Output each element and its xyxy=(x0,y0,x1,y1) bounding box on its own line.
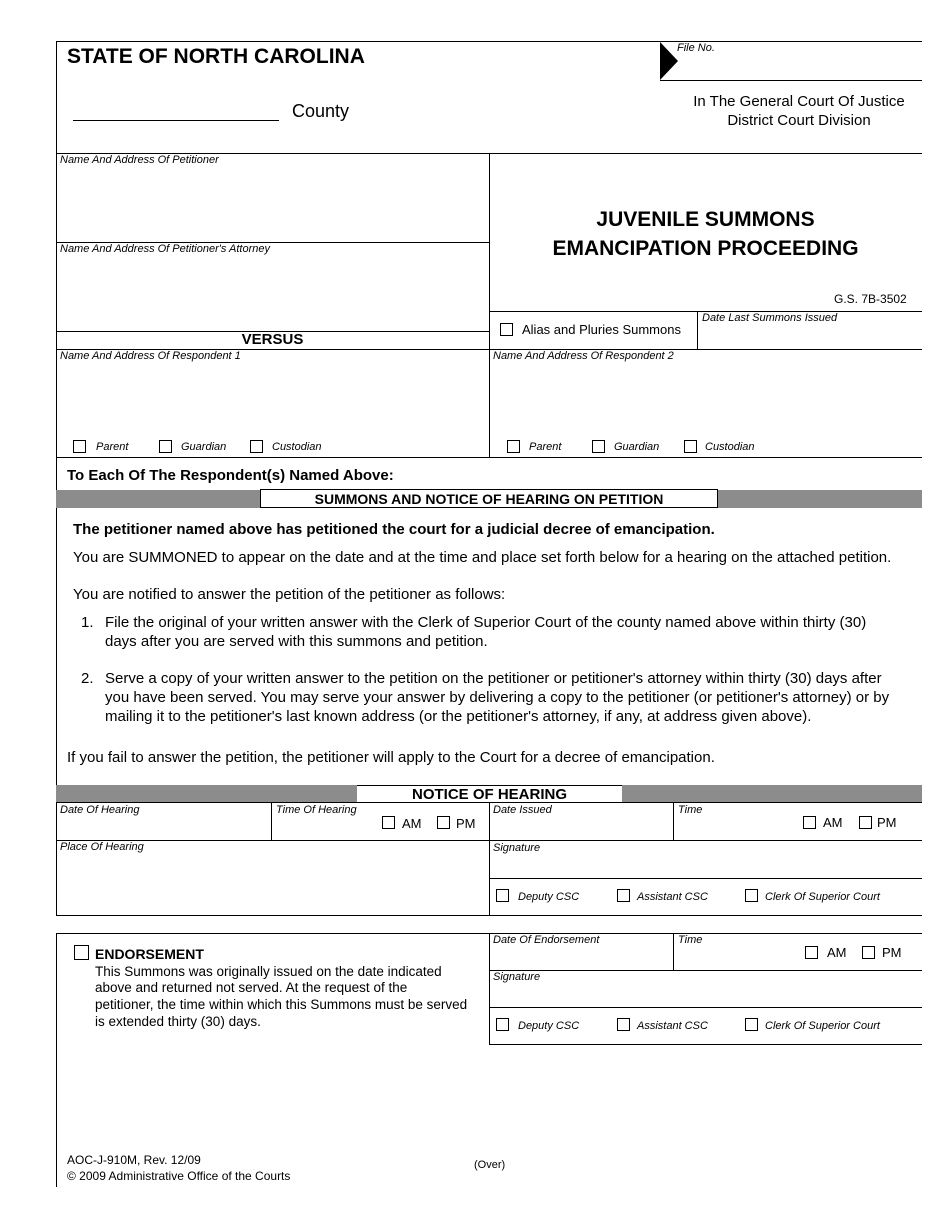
endorsement-line1: This Summons was originally issued on the date indicated xyxy=(95,964,442,979)
file-no-label: File No. xyxy=(677,42,715,54)
form-title-line1: JUVENILE SUMMONS xyxy=(596,208,815,231)
hearing-assistant-checkbox[interactable] xyxy=(617,889,630,902)
alias-pluries-label: Alias and Pluries Summons xyxy=(522,322,681,337)
endorsement-am-label: AM xyxy=(827,945,847,960)
item2-line2: you have been served. You may serve your answer by delivering a copy to the petitioner (or petitioner's attorney) or by xyxy=(105,689,890,706)
issued-time-label: Time xyxy=(678,804,703,816)
over-label: (Over) xyxy=(474,1159,506,1171)
endorsement-line4: is extended thirty (30) days. xyxy=(95,1014,261,1029)
hearing-pm-checkbox[interactable] xyxy=(437,816,450,829)
summoned-paragraph: You are SUMMONED to appear on the date and at the time and place set forth below for a hearing on the attached petition. xyxy=(73,549,892,566)
file-no-line[interactable] xyxy=(660,80,922,81)
place-of-hearing-label: Place Of Hearing xyxy=(60,841,144,853)
hearing-am-checkbox[interactable] xyxy=(382,816,395,829)
alias-divider xyxy=(697,311,698,349)
endorsement-pm-label: PM xyxy=(882,945,902,960)
hearing-bar-right xyxy=(622,785,922,802)
summons-section-title: SUMMONS AND NOTICE OF HEARING ON PETITION xyxy=(260,489,718,508)
r2-guardian-label: Guardian xyxy=(614,441,660,453)
endorsement-center-divider xyxy=(489,933,490,1044)
court-line-1: In The General Court Of Justice xyxy=(693,93,905,110)
summons-bar-right xyxy=(718,490,922,508)
r2-parent-checkbox[interactable] xyxy=(507,440,520,453)
endorsement-signature-label: Signature xyxy=(493,971,541,983)
hearing-assistant-label: Assistant CSC xyxy=(637,891,708,903)
top-border-left xyxy=(56,41,660,42)
to-each-respondent: To Each Of The Respondent(s) Named Above: xyxy=(67,467,394,484)
endorsement-assistant-label: Assistant CSC xyxy=(637,1020,708,1032)
endorsement-title: ENDORSEMENT xyxy=(95,946,204,962)
court-line-2: District Court Division xyxy=(727,112,871,129)
hearing-deputy-label: Deputy CSC xyxy=(518,891,580,903)
form-id: AOC-J-910M, Rev. 12/09 xyxy=(67,1153,201,1167)
endorsement-date-label: Date Of Endorsement xyxy=(493,934,600,946)
issued-pm-checkbox[interactable] xyxy=(859,816,872,829)
petitioner-name-label: Name And Address Of Petitioner xyxy=(60,154,219,166)
hearing-deputy-checkbox[interactable] xyxy=(496,889,509,902)
endorsement-pm-checkbox[interactable] xyxy=(862,946,875,959)
r1-guardian-checkbox[interactable] xyxy=(159,440,172,453)
hearing-center-divider xyxy=(489,802,490,916)
respondent1-label: Name And Address Of Respondent 1 xyxy=(60,350,241,362)
notified-paragraph: You are notified to answer the petition of the petitioner as follows: xyxy=(73,586,506,603)
endorsement-line2: above and returned not served. At the request of the xyxy=(95,980,408,995)
issued-am-checkbox[interactable] xyxy=(803,816,816,829)
r2-guardian-checkbox[interactable] xyxy=(592,440,605,453)
hearing-signature-label: Signature xyxy=(493,842,541,854)
state-heading: STATE OF NORTH CAROLINA xyxy=(67,45,365,68)
date-issued-label: Date Issued xyxy=(493,804,552,816)
r2-custodian-label: Custodian xyxy=(705,441,755,453)
endorsement-time-label: Time xyxy=(678,934,703,946)
endorsement-signature-line[interactable] xyxy=(489,1007,922,1008)
endorsement-line3: petitioner, the time within which this Summons must be served xyxy=(95,997,468,1012)
file-no-arrow-icon xyxy=(660,42,678,80)
alias-pluries-checkbox[interactable] xyxy=(500,323,513,336)
hearing-bottom-line xyxy=(56,915,922,916)
endorsement-clerk-label: Clerk Of Superior Court xyxy=(765,1020,880,1032)
issued-time-divider xyxy=(673,802,674,840)
item2-line3: mailing it to the petitioner's last known address (or the petitioner's attorney, if any, at address given above). xyxy=(105,708,812,725)
hearing-am-label: AM xyxy=(402,816,422,831)
statute-reference: G.S. 7B-3502 xyxy=(834,292,907,306)
hearing-mid-line xyxy=(56,840,922,841)
form-title-line2: EMANCIPATION PROCEEDING xyxy=(552,237,859,260)
endorsement-assistant-checkbox[interactable] xyxy=(617,1018,630,1031)
endorsement-deputy-label: Deputy CSC xyxy=(518,1020,580,1032)
endorsement-checkbox[interactable] xyxy=(74,945,89,960)
hearing-signature-line[interactable] xyxy=(489,878,922,879)
endorsement-am-checkbox[interactable] xyxy=(805,946,818,959)
r1-custodian-checkbox[interactable] xyxy=(250,440,263,453)
hearing-bar-left xyxy=(56,785,357,802)
issued-am-label: AM xyxy=(823,815,843,830)
hearing-time-label: Time Of Hearing xyxy=(276,804,357,816)
fail-to-answer: If you fail to answer the petition, the petitioner will apply to the Court for a decree of emancipation. xyxy=(67,749,715,766)
endorsement-time-divider xyxy=(673,933,674,971)
endorsement-clerk-checkbox[interactable] xyxy=(745,1018,758,1031)
versus-label: VERSUS xyxy=(241,331,304,348)
petitioner-attorney-label: Name And Address Of Petitioner's Attorney xyxy=(60,243,270,255)
county-blank-line[interactable] xyxy=(73,120,279,121)
county-label: County xyxy=(292,101,350,121)
r2-parent-label: Parent xyxy=(529,441,562,453)
hearing-pm-label: PM xyxy=(456,816,476,831)
r1-parent-label: Parent xyxy=(96,441,129,453)
r1-custodian-label: Custodian xyxy=(272,441,322,453)
endorsement-bottom-line xyxy=(489,1044,922,1045)
hearing-title: NOTICE OF HEARING xyxy=(357,785,622,802)
petition-bold-line: The petitioner named above has petitioned the court for a judicial decree of emancipation. xyxy=(73,521,715,538)
center-divider-1 xyxy=(489,153,490,457)
item1-number: 1. xyxy=(81,614,94,631)
hearing-clerk-checkbox[interactable] xyxy=(745,889,758,902)
item1-line2: days after you are served with this summons and petition. xyxy=(105,633,488,650)
issued-pm-label: PM xyxy=(877,815,897,830)
respondent2-label: Name And Address Of Respondent 2 xyxy=(493,350,674,362)
endorsement-deputy-checkbox[interactable] xyxy=(496,1018,509,1031)
hearing-date-label: Date Of Hearing xyxy=(60,804,140,816)
endorsement-left-border xyxy=(56,933,57,1187)
item2-line1: Serve a copy of your written answer to the petition on the petitioner or petitioner's attorney within thirty (30) days after xyxy=(105,670,882,687)
hearing-clerk-label: Clerk Of Superior Court xyxy=(765,891,880,903)
item2-number: 2. xyxy=(81,670,94,687)
r2-custodian-checkbox[interactable] xyxy=(684,440,697,453)
summons-bar-left xyxy=(56,490,260,508)
endorsement-mid-line xyxy=(489,970,922,971)
hearing-date-time-divider xyxy=(271,802,272,840)
r1-guardian-label: Guardian xyxy=(181,441,227,453)
respondent-bottom-line xyxy=(56,457,922,458)
date-last-summons-label: Date Last Summons Issued xyxy=(702,312,838,324)
item1-line1: File the original of your written answer with the Clerk of Superior Court of the county named above within thirty (30) xyxy=(105,614,867,631)
r1-parent-checkbox[interactable] xyxy=(73,440,86,453)
copyright: © 2009 Administrative Office of the Courts xyxy=(67,1169,291,1183)
